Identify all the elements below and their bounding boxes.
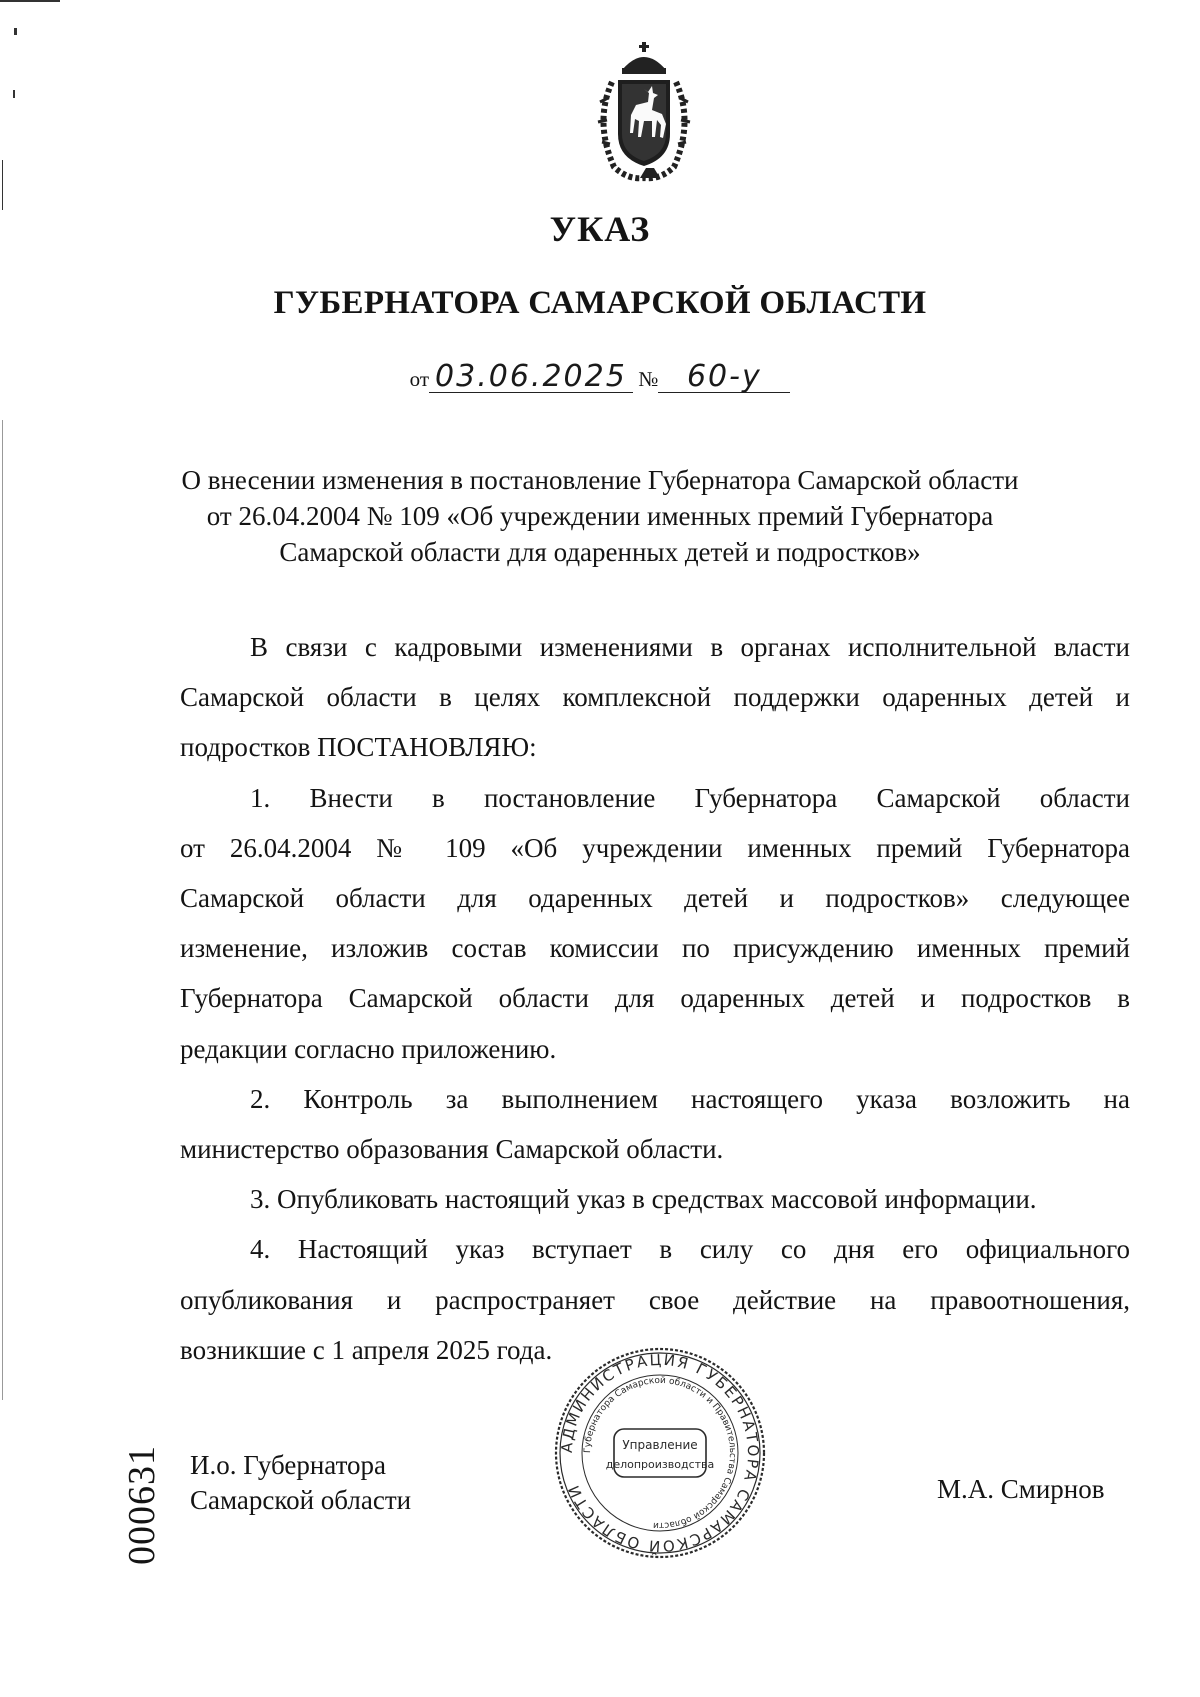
official-stamp <box>552 1345 768 1561</box>
body-line: Губернатора Самарской области для одаренных детей и подростков в <box>180 983 1130 1014</box>
signatory-position-line: И.о. Губернатора <box>190 1450 387 1480</box>
signatory-name: М.А. Смирнов <box>937 1474 1105 1504</box>
signatory-position-line: Самарской области <box>190 1485 412 1515</box>
body-line: Самарской области в целях комплексной поддержки одаренных детей и <box>180 682 1130 713</box>
subject-line: от 26.04.2004 № 109 «Об учреждении именных премий Губернатора <box>206 501 994 531</box>
body-line: 1. Внести в постановление Губернатора Самарской области <box>250 782 1130 813</box>
body-line: 4. Настоящий указ вступает в силу со дня его официального <box>250 1234 1130 1265</box>
scan-mark <box>2 420 3 1400</box>
decree-subject <box>150 462 1050 570</box>
svg-text:Губернатора Самарской области: Губернатора Самарской области и Правительства Самарской области <box>582 1375 738 1531</box>
signatory-position <box>190 1448 411 1518</box>
scan-mark <box>13 90 15 98</box>
handwritten-number: 60-у <box>658 362 790 393</box>
document-title: УКАЗ <box>549 209 651 249</box>
body-line: 2. Контроль за выполнением настоящего указа возложить на <box>250 1083 1130 1114</box>
body-line: редакции согласно приложению. <box>180 1033 557 1064</box>
number-label: № <box>638 367 659 391</box>
subject-line: Самарской области для одаренных детей и подростков» <box>279 537 921 567</box>
scan-mark <box>0 0 60 2</box>
body-line: Самарской области для одаренных детей и подростков» следующее <box>180 883 1130 914</box>
scan-mark <box>2 160 3 210</box>
document-issuer: ГУБЕРНАТОРА САМАРСКОЙ ОБЛАСТИ <box>273 285 927 321</box>
scan-mark <box>14 28 17 35</box>
body-line: от 26.04.2004 № 109 «Об учреждении именных премий Губернатора <box>180 832 1130 863</box>
svg-text:Управление: Управление <box>622 1438 698 1452</box>
svg-text:АДМИНИСТРАЦИЯ ГУБЕРНАТОРА САМА: АДМИНИСТРАЦИЯ ГУБЕРНАТОРА САМАРСКОЙ ОБЛАСТИ <box>557 1350 763 1556</box>
body-line: В связи с кадровыми изменениями в органах исполнительной власти <box>250 632 1130 662</box>
date-label: от <box>409 367 430 391</box>
body-line: возникшие с 1 апреля 2025 года. <box>180 1334 553 1365</box>
body-line: министерство образования Самарской области. <box>180 1134 724 1165</box>
handwritten-date: 03.06.2025 <box>429 362 633 393</box>
registration-number: 000631 <box>121 1445 163 1565</box>
subject-line: О внесении изменения в постановление Губернатора Самарской области <box>181 465 1019 495</box>
svg-text:делопроизводства: делопроизводства <box>605 1458 715 1471</box>
body-line: подростков ПОСТАНОВЛЯЮ: <box>180 732 537 763</box>
body-line: изменение, изложив состав комиссии по присуждению именных премий <box>180 933 1130 964</box>
body-line: опубликования и распространяет свое действие на правоотношения, <box>180 1284 1130 1315</box>
samara-coat-of-arms-icon <box>588 42 700 182</box>
date-number-line <box>0 359 1200 394</box>
decree-body <box>180 622 1130 1375</box>
body-line: 3. Опубликовать настоящий указ в средствах массовой информации. <box>250 1184 1037 1215</box>
